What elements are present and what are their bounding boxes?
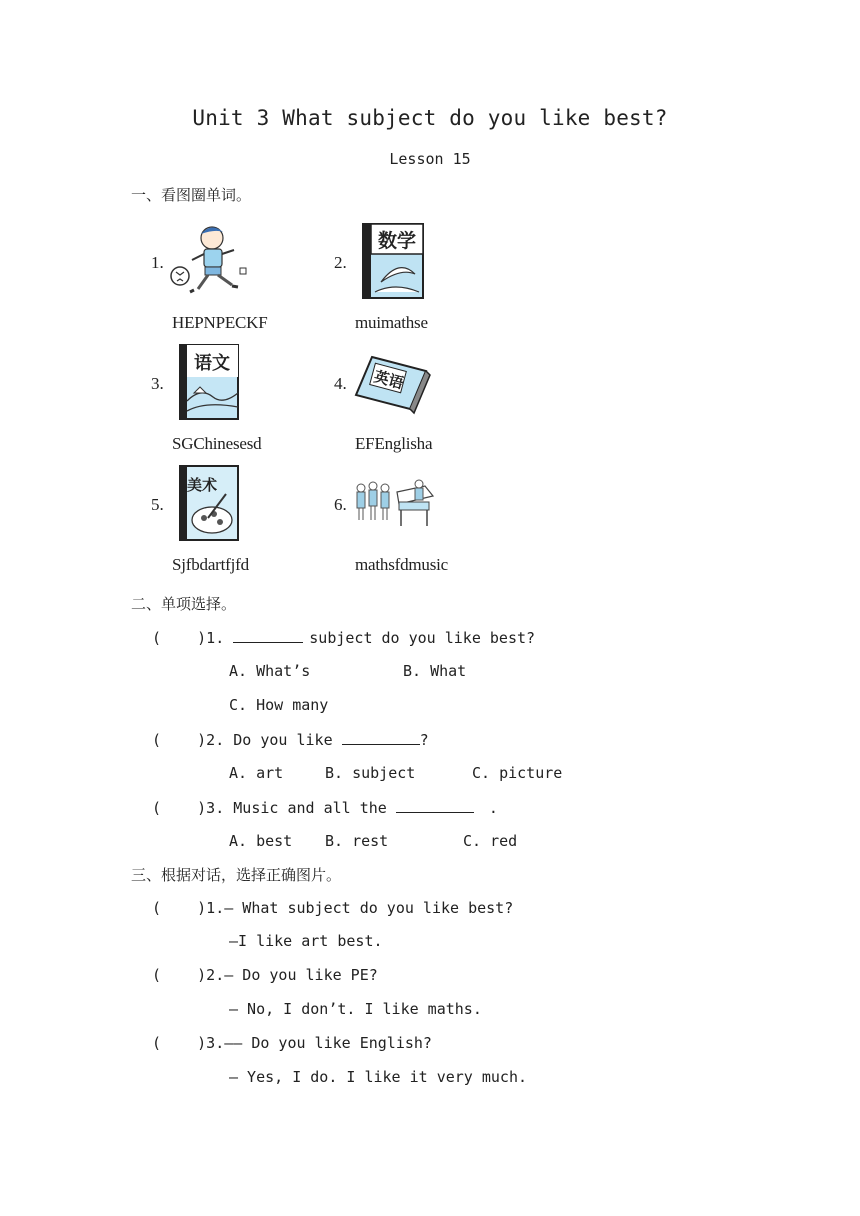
- s2-q3-blank[interactable]: [396, 798, 474, 813]
- s3-q2-answer: — No, I don’t. I like maths.: [229, 1000, 482, 1018]
- s2-q1-line: [152, 628, 535, 647]
- s2-q3-line: [152, 798, 498, 817]
- s2-q2-blank[interactable]: [342, 730, 420, 745]
- s3-q2-paren: ( )2.: [152, 966, 225, 984]
- art-book-label: 美术: [186, 476, 218, 494]
- s2-q3-option-b[interactable]: B. rest: [325, 832, 389, 850]
- maths-book-label: 数学: [377, 230, 417, 252]
- s3-q2-line1: [152, 966, 378, 984]
- s2-q2-pre: Do you like: [233, 731, 333, 749]
- item2-number: 2.: [334, 253, 347, 272]
- item4-number: 4.: [334, 374, 347, 393]
- section1-heading: 一、看图圈单词。: [131, 186, 252, 204]
- s2-q2-post: ?: [419, 731, 429, 749]
- page-title: Unit 3 What subject do you like best?: [192, 106, 668, 130]
- s3-q1-paren: ( )1.: [152, 899, 225, 917]
- s2-q1-paren: ( )1.: [152, 629, 225, 647]
- chinese-book-label: 语文: [194, 353, 230, 374]
- s2-q3-post: .: [488, 799, 498, 817]
- section3-heading: 三、根据对话，选择正确图片。: [131, 866, 342, 884]
- art-book-icon: [178, 464, 242, 544]
- s3-q2-question: — Do you like PE?: [224, 966, 378, 984]
- s2-q1-option-b[interactable]: B. What: [403, 662, 467, 680]
- s3-q3-line1: [152, 1034, 432, 1052]
- item2-word: muimathse: [355, 313, 428, 332]
- s3-q3-answer: — Yes, I do. I like it very much.: [229, 1068, 528, 1086]
- lesson-subtitle: Lesson 15: [389, 150, 471, 168]
- item6-word: mathsfdmusic: [355, 555, 448, 574]
- item1-word: HEPNPECKF: [172, 313, 268, 332]
- s2-q2-paren: ( )2.: [152, 731, 225, 749]
- english-book-icon: [352, 353, 432, 415]
- item1-number: 1.: [151, 253, 164, 272]
- english-book-label: 英语: [371, 367, 406, 393]
- item4-word: EFEnglisha: [355, 434, 433, 453]
- s3-q1-answer: —I like art best.: [229, 932, 383, 950]
- s2-q1-text: subject do you like best?: [309, 629, 536, 647]
- s3-q1-question: — What subject do you like best?: [224, 899, 514, 917]
- s2-q2-option-b[interactable]: B. subject: [325, 764, 416, 782]
- s2-q1-option-a[interactable]: A. What’s: [229, 662, 311, 680]
- maths-book-icon: [361, 222, 427, 302]
- s3-q3-paren: ( )3.: [152, 1034, 225, 1052]
- s2-q3-pre: Music and all the: [233, 799, 387, 817]
- boy-playing-football-icon: [168, 222, 254, 298]
- children-singing-piano-icon: [353, 474, 435, 530]
- s2-q1-blank[interactable]: [233, 628, 303, 643]
- s3-q3-question: —— Do you like English?: [224, 1034, 432, 1052]
- section2-heading: 二、单项选择。: [131, 595, 237, 613]
- s2-q2-option-a[interactable]: A. art: [229, 764, 284, 782]
- item6-number: 6.: [334, 495, 347, 514]
- s2-q3-option-c[interactable]: C. red: [463, 832, 518, 850]
- item3-number: 3.: [151, 374, 164, 393]
- s2-q2-option-c[interactable]: C. picture: [472, 764, 563, 782]
- s2-q3-option-a[interactable]: A. best: [229, 832, 293, 850]
- s2-q1-option-c[interactable]: C. How many: [229, 696, 329, 714]
- s2-q2-line: [152, 730, 429, 749]
- item5-word: Sjfbdartfjfd: [172, 555, 249, 574]
- item3-word: SGChinesesd: [172, 434, 262, 453]
- item5-number: 5.: [151, 495, 164, 514]
- s2-q3-paren: ( )3.: [152, 799, 225, 817]
- chinese-book-icon: [178, 343, 242, 423]
- s3-q1-line1: [152, 899, 513, 917]
